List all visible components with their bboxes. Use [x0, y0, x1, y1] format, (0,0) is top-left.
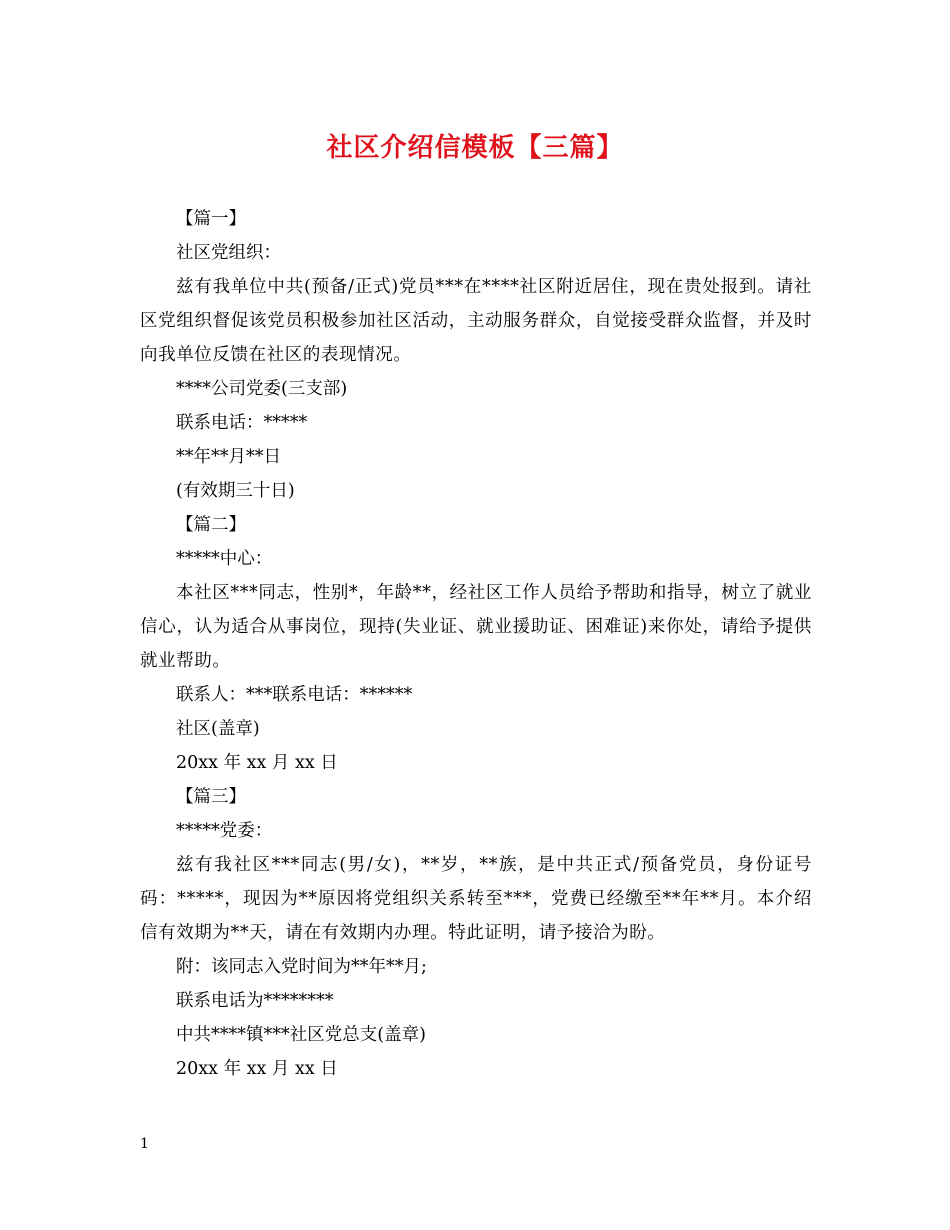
document-body [140, 202, 812, 1086]
section3-body: 兹有我社区***同志(男/女)，**岁，**族，是中共正式/预备党员，身份证号码：*****，现因为**原因将党组织关系转至***，党费已经缴至**年**月。本介绍信有效期为**天，请在有效期内办理。特此证明，请予接洽为盼。 [140, 855, 812, 943]
section1-body: 兹有我单位中共(预备/正式)党员***在****社区附近居住，现在贵处报到。请社区党组织督促该党员积极参加社区活动，主动服务群众，自觉接受群众监督，并及时向我单位反馈在社区的表现情况。 [140, 277, 812, 365]
section2-body: 本社区***同志，性别*，年龄**，经社区工作人员给予帮助和指导，树立了就业信心，认为适合从事岗位，现持(失业证、就业援助证、困难证)来你处，请给予提供就业帮助。 [140, 583, 812, 671]
section3-date: 20xx 年 xx 月 xx 日 [176, 1059, 338, 1079]
section3-phone: 联系电话为******** [176, 991, 334, 1011]
section2-heading: 【篇二】 [176, 515, 246, 535]
section1-issuer: ****公司党委(三支部) [176, 379, 348, 399]
section3-addressee: *****党委： [176, 821, 273, 841]
section3-note: 附：该同志入党时间为**年**月; [176, 957, 427, 977]
section1-addressee: 社区党组织： [176, 243, 281, 263]
section3-seal: 中共****镇***社区党总支(盖章) [176, 1025, 426, 1045]
section1-phone: 联系电话：***** [176, 413, 308, 433]
section2-contact: 联系人：***联系电话：****** [176, 685, 413, 705]
page-number: 1 [140, 1136, 149, 1152]
section1-validity: (有效期三十日) [176, 481, 295, 501]
document-title: 社区介绍信模板【三篇】 [326, 133, 624, 163]
section1-heading: 【篇一】 [176, 209, 246, 229]
section2-date: 20xx 年 xx 月 xx 日 [176, 753, 338, 773]
section2-seal: 社区(盖章) [176, 719, 260, 739]
section1-date: **年**月**日 [176, 447, 281, 467]
section2-addressee: *****中心： [176, 549, 273, 569]
section3-heading: 【篇三】 [176, 787, 246, 807]
